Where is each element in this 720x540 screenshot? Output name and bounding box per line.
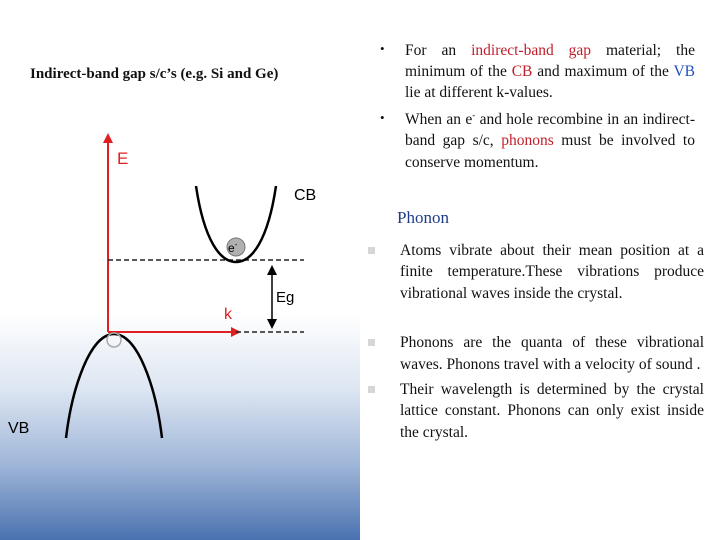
phonon-list (366, 240, 704, 443)
list-item: Atoms vibrate about their mean position at a finite temperature.These vibrations produce vibrational waves inside the crystal. (366, 240, 704, 304)
top-bullets (370, 40, 695, 173)
cb-label: CB (294, 187, 317, 204)
vb-label: VB (8, 420, 30, 437)
energy-axis-label: E (117, 149, 129, 168)
phonon-heading: Phonon (397, 208, 449, 227)
bullet-recombination: • When an e- and hole recombine in an indirect-band gap s/c, phonons must be involved to conserve momentum. (380, 110, 695, 171)
bullet-dot-icon: • (380, 41, 385, 56)
list-item: Their wavelength is determined by the crystal lattice constant. Phonons can only exist inside the crystal. (366, 379, 704, 443)
momentum-axis-label: k (224, 306, 232, 323)
square-bullet-icon (368, 339, 375, 346)
valence-band-curve (66, 334, 162, 438)
bullet-dot-icon: • (380, 110, 385, 126)
electron-label: e- (228, 240, 238, 255)
square-bullet-icon (368, 386, 375, 393)
square-bullet-icon (368, 247, 375, 254)
slide-title: Indirect-band gap s/c’s (e.g. Si and Ge) (30, 66, 279, 82)
band-gap-label: Eg (276, 289, 295, 306)
bullet-indirect-band: • For an indirect-band gap material; the minimum of the CB and maximum of the VB lie at different k-values. (380, 41, 695, 102)
list-item: Phonons are the quanta of these vibrational waves. Phonons travel with a velocity of sound . (366, 332, 704, 375)
